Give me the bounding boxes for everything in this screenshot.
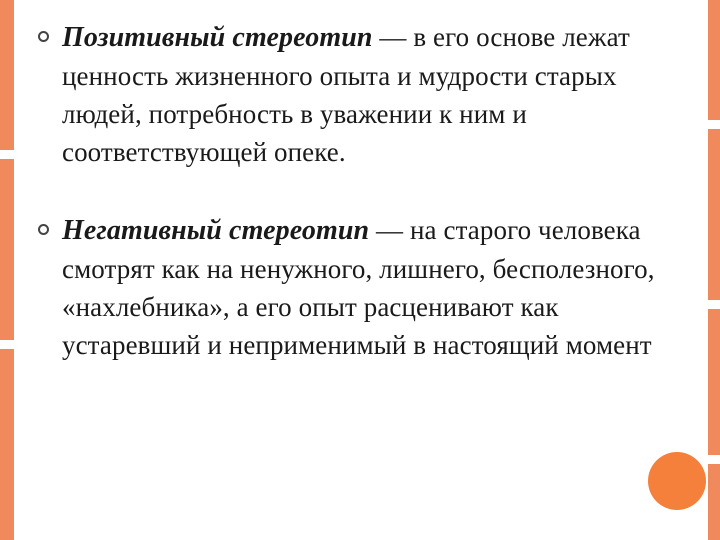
lead-term-negative: Негативный стереотип (62, 215, 370, 246)
bullet-item-positive-stereotype (36, 18, 676, 171)
right-accent-gap-2 (708, 300, 720, 309)
left-accent-gap-2 (0, 340, 14, 349)
right-accent-bar (708, 0, 720, 540)
bullet-circle-icon (38, 224, 49, 235)
lead-term-positive: Позитивный стереотип (62, 22, 373, 53)
left-accent-bar (0, 0, 14, 540)
bullet-item-negative-stereotype (36, 211, 676, 364)
paragraph-negative-stereotype (62, 211, 676, 364)
right-accent-gap-3 (708, 455, 720, 464)
body-text-positive: — в его основе лежат ценность жизненного опыта и мудрости старых людей, потребность в уважении к ним и соответствующей опеке. (62, 22, 630, 167)
paragraph-positive-stereotype (62, 18, 676, 171)
left-accent-gap-1 (0, 150, 14, 159)
right-accent-gap-1 (708, 120, 720, 129)
decorative-circle (648, 452, 706, 510)
bullet-circle-icon (38, 31, 49, 42)
body-text-negative: — на старого человека смотрят как на ненужного, лишнего, бесполезного, «нахлебника», а его опыт расценивают как устаревший и неприменимый в настоящий момент (62, 215, 655, 360)
slide-content (36, 18, 676, 390)
